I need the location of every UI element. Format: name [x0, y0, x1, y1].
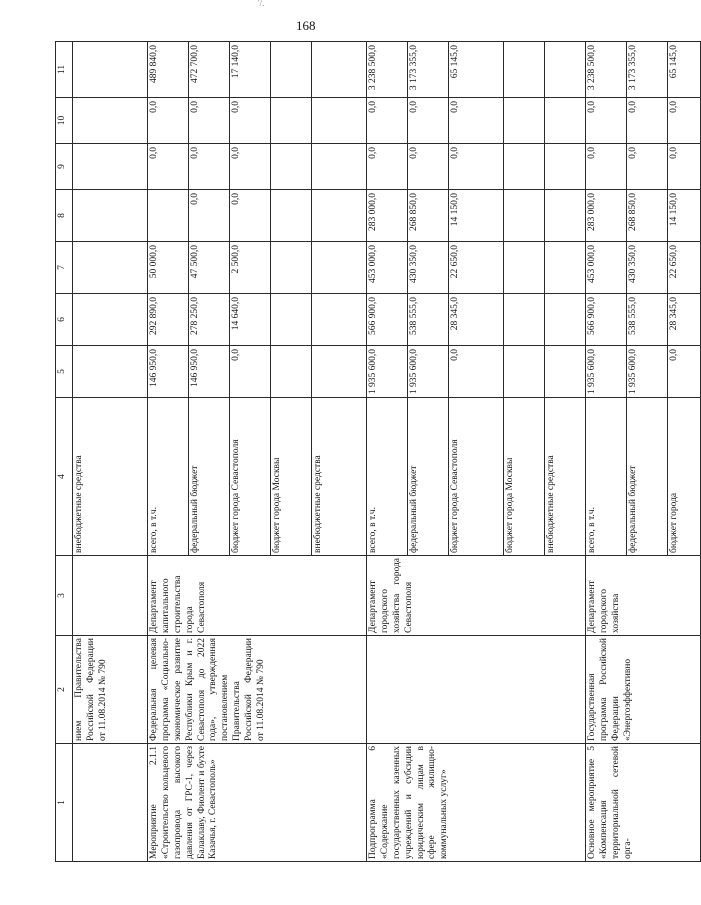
value-cell [545, 42, 586, 98]
value-cell: 453 000,0 [367, 242, 408, 294]
value-cell [504, 144, 545, 190]
program-cell: Федеральная целевая программа «Социально-экономическое развитие Республики Крым и г. Севастополя до 2022 года», утвержденная постановлением Правительства Российской Федерации от 11.08.2014 № 790 [148, 636, 367, 744]
value-cell: 1 935 600,0 [586, 346, 627, 398]
source-cell: бюджет города Москвы [271, 398, 312, 556]
source-cell: внебюджетные средства [312, 398, 367, 556]
value-cell [545, 190, 586, 242]
value-cell: 0,0 [408, 98, 449, 144]
source-cell: всего, в т.ч. [586, 398, 627, 556]
header-cell: 2 [56, 636, 73, 744]
value-cell: 0,0 [449, 98, 504, 144]
value-cell: 268 850,0 [627, 190, 668, 242]
value-cell: 0,0 [189, 190, 230, 242]
value-cell: 47 500,0 [189, 242, 230, 294]
value-cell: 268 850,0 [408, 190, 449, 242]
table-cell [73, 346, 148, 398]
table-cell [73, 190, 148, 242]
scan-mark: '/. [258, 0, 265, 8]
value-cell [545, 346, 586, 398]
value-cell: 65 145,0 [449, 42, 504, 98]
value-cell [312, 144, 367, 190]
value-cell [545, 294, 586, 346]
value-cell: 292 890,0 [148, 294, 189, 346]
table-cell [73, 744, 148, 862]
source-cell: внебюджетные средства [545, 398, 586, 556]
value-cell: 0,0 [230, 190, 271, 242]
value-cell: 3 238 500,0 [367, 42, 408, 98]
header-cell: 6 [56, 294, 73, 346]
measure-cell: Подпрограмма 6 «Содержание государственных казенных учреждений и субсидии юридическим лицам в сфере жилищно-коммунальных услуг» [367, 744, 586, 862]
value-cell: 17 140,0 [230, 42, 271, 98]
value-cell: 538 555,0 [408, 294, 449, 346]
value-cell: 0,0 [668, 346, 701, 398]
value-cell [504, 346, 545, 398]
header-row [56, 42, 73, 862]
executor-cell: Департамент городского хозяйства [586, 556, 701, 636]
value-cell [271, 144, 312, 190]
value-cell: 0,0 [230, 98, 271, 144]
value-cell: 0,0 [586, 144, 627, 190]
value-cell: 1 935 600,0 [367, 346, 408, 398]
value-cell: 0,0 [148, 98, 189, 144]
value-cell: 0,0 [668, 98, 701, 144]
value-cell: 14 150,0 [449, 190, 504, 242]
value-cell: 14 640,0 [230, 294, 271, 346]
header-cell: 10 [56, 98, 73, 144]
value-cell: 3 173 355,0 [408, 42, 449, 98]
source-cell: бюджет города Севастополя [449, 398, 504, 556]
executor-cell: Департамент городского хозяйства города Севастополя [367, 556, 586, 636]
source-cell: бюджет города Москвы [504, 398, 545, 556]
value-cell: 0,0 [408, 144, 449, 190]
value-cell [312, 190, 367, 242]
table-cell [73, 98, 148, 144]
rotated-table-wrapper [55, 42, 679, 862]
value-cell [504, 242, 545, 294]
table-cell [73, 42, 148, 98]
header-cell: 1 [56, 744, 73, 862]
value-cell: 283 000,0 [586, 190, 627, 242]
value-cell: 0,0 [189, 98, 230, 144]
value-cell: 0,0 [586, 98, 627, 144]
value-cell: 0,0 [230, 144, 271, 190]
value-cell [312, 98, 367, 144]
value-cell: 0,0 [367, 98, 408, 144]
source-cell: федеральный бюджет [627, 398, 668, 556]
header-cell: 7 [56, 242, 73, 294]
header-cell: 11 [56, 42, 73, 98]
value-cell: 22 650,0 [449, 242, 504, 294]
value-cell [271, 346, 312, 398]
source-cell: бюджет города [668, 398, 701, 556]
value-cell [271, 190, 312, 242]
value-cell: 146 950,0 [189, 346, 230, 398]
table-cell [73, 144, 148, 190]
program-cell: Государственная программа Российской Федерации «Энергоэффективно [586, 636, 701, 744]
page-number: 168 [296, 18, 316, 33]
value-cell [504, 42, 545, 98]
program-cell [367, 636, 586, 744]
table-cell [73, 242, 148, 294]
header-cell: 4 [56, 398, 73, 556]
source-cell: всего, в т.ч. [148, 398, 189, 556]
program-cell: нием Правительства Российской Федерации от 11.08.2014 № 790 [73, 636, 148, 744]
value-cell: 453 000,0 [586, 242, 627, 294]
value-cell [545, 144, 586, 190]
value-cell [312, 242, 367, 294]
value-cell: 22 650,0 [668, 242, 701, 294]
header-cell: 3 [56, 556, 73, 636]
value-cell [271, 294, 312, 346]
value-cell: 278 250,0 [189, 294, 230, 346]
value-cell: 65 145,0 [668, 42, 701, 98]
value-cell: 430 350,0 [408, 242, 449, 294]
value-cell [504, 190, 545, 242]
measure-cell: Мероприятие 2.1.1 «Строительство кольцевого газопровода высокого давления от ГРС-1, через Балаклаву, Фиолент и бухте Казачья, г. Севастополь» [148, 744, 367, 862]
value-cell: 3 238 500,0 [586, 42, 627, 98]
table-cell [73, 556, 148, 636]
value-cell: 0,0 [367, 144, 408, 190]
value-cell [504, 98, 545, 144]
value-cell: 566 900,0 [367, 294, 408, 346]
value-cell: 0,0 [148, 144, 189, 190]
value-cell: 0,0 [230, 346, 271, 398]
value-cell: 1 935 600,0 [627, 346, 668, 398]
budget-table [55, 41, 701, 862]
value-cell [271, 98, 312, 144]
value-cell: 1 935 600,0 [408, 346, 449, 398]
table-row [73, 42, 148, 862]
source-cell: федеральный бюджет [189, 398, 230, 556]
value-cell [545, 242, 586, 294]
value-cell: 14 150,0 [668, 190, 701, 242]
value-cell [271, 42, 312, 98]
header-cell: 5 [56, 346, 73, 398]
value-cell: 0,0 [189, 144, 230, 190]
value-cell: 472 700,0 [189, 42, 230, 98]
value-cell: 0,0 [627, 98, 668, 144]
value-cell: 3 173 355,0 [627, 42, 668, 98]
executor-cell: Департамент капитального строительства города Севастополя [148, 556, 367, 636]
measure-cell: Основное мероприятие 5 «Компенсация территориальной сетевой орга- [586, 744, 701, 862]
table-row [148, 42, 189, 862]
source-cell: федеральный бюджет [408, 398, 449, 556]
source-cell: внебюджетные средства [73, 398, 148, 556]
value-cell [312, 346, 367, 398]
header-cell: 8 [56, 190, 73, 242]
header-cell: 9 [56, 144, 73, 190]
value-cell: 430 350,0 [627, 242, 668, 294]
value-cell: 0,0 [627, 144, 668, 190]
source-cell: всего, в т.ч. [367, 398, 408, 556]
value-cell [148, 190, 189, 242]
value-cell [504, 294, 545, 346]
value-cell: 0,0 [449, 346, 504, 398]
table-cell [73, 294, 148, 346]
value-cell: 28 345,0 [668, 294, 701, 346]
source-cell: бюджет города Севастополя [230, 398, 271, 556]
value-cell: 566 900,0 [586, 294, 627, 346]
value-cell: 283 000,0 [367, 190, 408, 242]
value-cell: 0,0 [449, 144, 504, 190]
value-cell: 489 840,0 [148, 42, 189, 98]
value-cell: 146 950,0 [148, 346, 189, 398]
value-cell [312, 42, 367, 98]
value-cell [312, 294, 367, 346]
table-row [586, 42, 627, 862]
value-cell: 2 500,0 [230, 242, 271, 294]
value-cell [545, 98, 586, 144]
value-cell: 0,0 [668, 144, 701, 190]
value-cell: 28 345,0 [449, 294, 504, 346]
table-row [367, 42, 408, 862]
value-cell: 538 555,0 [627, 294, 668, 346]
value-cell [271, 242, 312, 294]
value-cell: 50 000,0 [148, 242, 189, 294]
